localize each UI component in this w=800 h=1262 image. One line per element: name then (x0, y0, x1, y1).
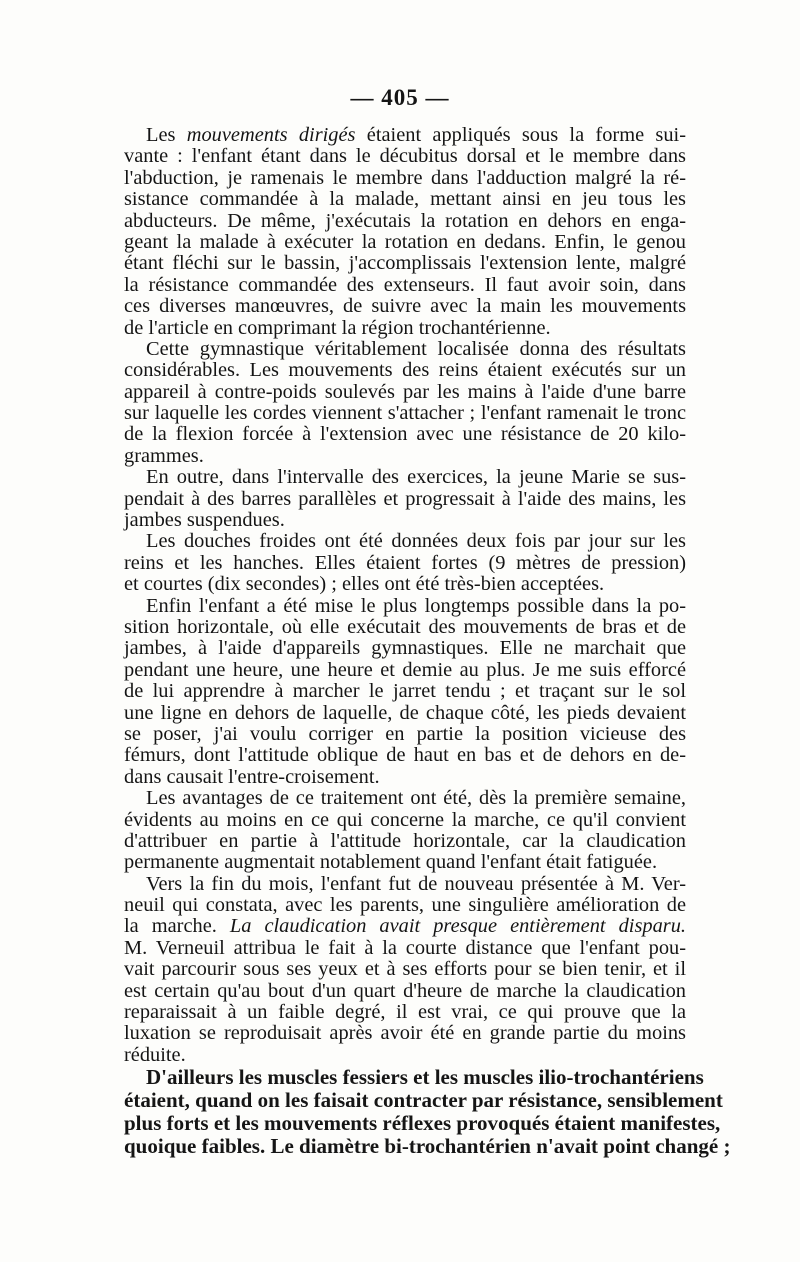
text-line: neuil qui constata, avec les parents, une singulière amélioration de (124, 894, 686, 917)
text-line: pendant une heure, une heure et demie au plus. Je me suis efforcé (124, 658, 686, 681)
text-line: ces diverses manœuvres, de suivre avec la main les mouvements (124, 295, 686, 318)
italic-phrase: La claudication avait presque entièrement disparu. (229, 915, 687, 938)
text-line: vante : l'enfant étant dans le décubitus dorsal et le membre dans (124, 145, 686, 168)
text-line: et courtes (dix secondes) ; elles ont été très-bien acceptées. (124, 573, 605, 596)
text-line: pendait à des barres parallèles et progressait à l'aide des mains, les (124, 487, 686, 510)
text-fragment: la marche. (124, 915, 230, 938)
text-line: luxation se reproduisait après avoir été en grande partie du moins (124, 1022, 686, 1045)
text-line: vait parcourir sous ses yeux et à ses efforts pour se bien tenir, et il (124, 958, 686, 981)
text-line: étant fléchi sur le bassin, j'accomplissais l'extension lente, malgré (124, 252, 686, 275)
text-line: de lui apprendre à marcher le jarret tendu ; et traçant sur le sol (124, 680, 686, 703)
text-line: l'abduction, je ramenais le membre dans l'adduction malgré la ré- (124, 166, 686, 189)
text-line: sistance commandée à la malade, mettant ainsi en jeu tous les (124, 188, 686, 211)
text-line: quoique faibles. Le diamètre bi-trochantérien n'avait point changé ; (124, 1133, 731, 1158)
text-line: d'attribuer en partie à l'attitude horizontale, car la claudication (124, 829, 686, 852)
text-fragment: étaient appliqués sous la forme sui- (355, 124, 687, 146)
text-line (124, 916, 686, 937)
text-line: abducteurs. De même, j'exécutais la rotation en dehors en enga- (124, 209, 686, 232)
text-line: Les douches froides ont été données deux fois par jour sur les (146, 530, 686, 553)
text-line: étaient, quand on les faisait contracter par résistance, sensiblement (124, 1087, 723, 1112)
text-line: Cette gymnastique véritablement localisée donna des résultats (146, 337, 686, 360)
italic-phrase: mouvements dirigés (186, 124, 356, 146)
text-line: sur laquelle les cordes viennent s'attacher ; l'enfant ramenait le tronc (124, 402, 686, 425)
text-line: grammes. (124, 444, 204, 467)
text-line: En outre, dans l'intervalle des exercices, la jeune Marie se sus- (146, 466, 686, 489)
text-line: M. Verneuil attribua le fait à la courte distance que l'enfant pou- (124, 936, 686, 959)
text-line: jambes suspendues. (124, 509, 285, 532)
text-line: évidents au moins en ce qui concerne la marche, ce qu'il convient (124, 808, 686, 831)
text-line: considérables. Les mouvements des reins étaient exécutés sur un (124, 359, 686, 382)
text-line: plus forts et les mouvements réflexes provoqués étaient manifestes, (124, 1110, 721, 1135)
text-line: sition horizontale, où elle exécutait des mouvements de bras et de (124, 615, 686, 638)
text-line: de la flexion forcée à l'extension avec une résistance de 20 kilo- (124, 423, 686, 446)
body-text (124, 124, 731, 1158)
text-fragment: Les (146, 124, 187, 146)
text-line: réduite. (124, 1043, 186, 1066)
text-line: jambes, à l'aide d'appareils gymnastiques. Elle ne marchait que (124, 637, 686, 660)
text-line: se poser, j'ai voulu corriger en partie la position vicieuse des (124, 722, 686, 745)
text-line: est certain qu'au bout d'un quart d'heure de marche la claudication (124, 979, 686, 1002)
text-line: D'ailleurs les muscles fessiers et les muscles ilio-trochantériens (146, 1065, 704, 1090)
text-line: geant la malade à exécuter la rotation en dedans. Enfin, le genou (124, 230, 686, 253)
text-line: reparaissait à un faible degré, il est vrai, ce qui prouve que la (124, 1001, 686, 1024)
text-line: de l'article en comprimant la région trochantérienne. (124, 316, 551, 339)
text-line: permanente augmentait notablement quand l'enfant était fatiguée. (124, 851, 658, 874)
text-line: Enfin l'enfant a été mise le plus longtemps possible dans la po- (146, 594, 686, 617)
text-line: une ligne en dehors de laquelle, de chaque côté, les pieds devaient (124, 701, 686, 724)
text-line: appareil à contre-poids soulevés par les mains à l'aide d'une barre (124, 380, 686, 403)
text-line: Vers la fin du mois, l'enfant fut de nouveau présentée à M. Ver- (146, 872, 686, 895)
text-line: reins et les hanches. Elles étaient fortes (9 mètres de pression) (124, 551, 686, 574)
page-number: — 405 — (350, 85, 450, 110)
text-line (124, 125, 686, 146)
text-line: fémurs, dont l'attitude oblique de haut en bas et de dehors en de- (124, 744, 686, 767)
text-line: Les avantages de ce traitement ont été, dès la première semaine, (146, 787, 686, 810)
text-line: dans causait l'entre-croisement. (124, 765, 380, 788)
text-line: la résistance commandée des extenseurs. Il faut avoir soin, dans (124, 273, 686, 296)
